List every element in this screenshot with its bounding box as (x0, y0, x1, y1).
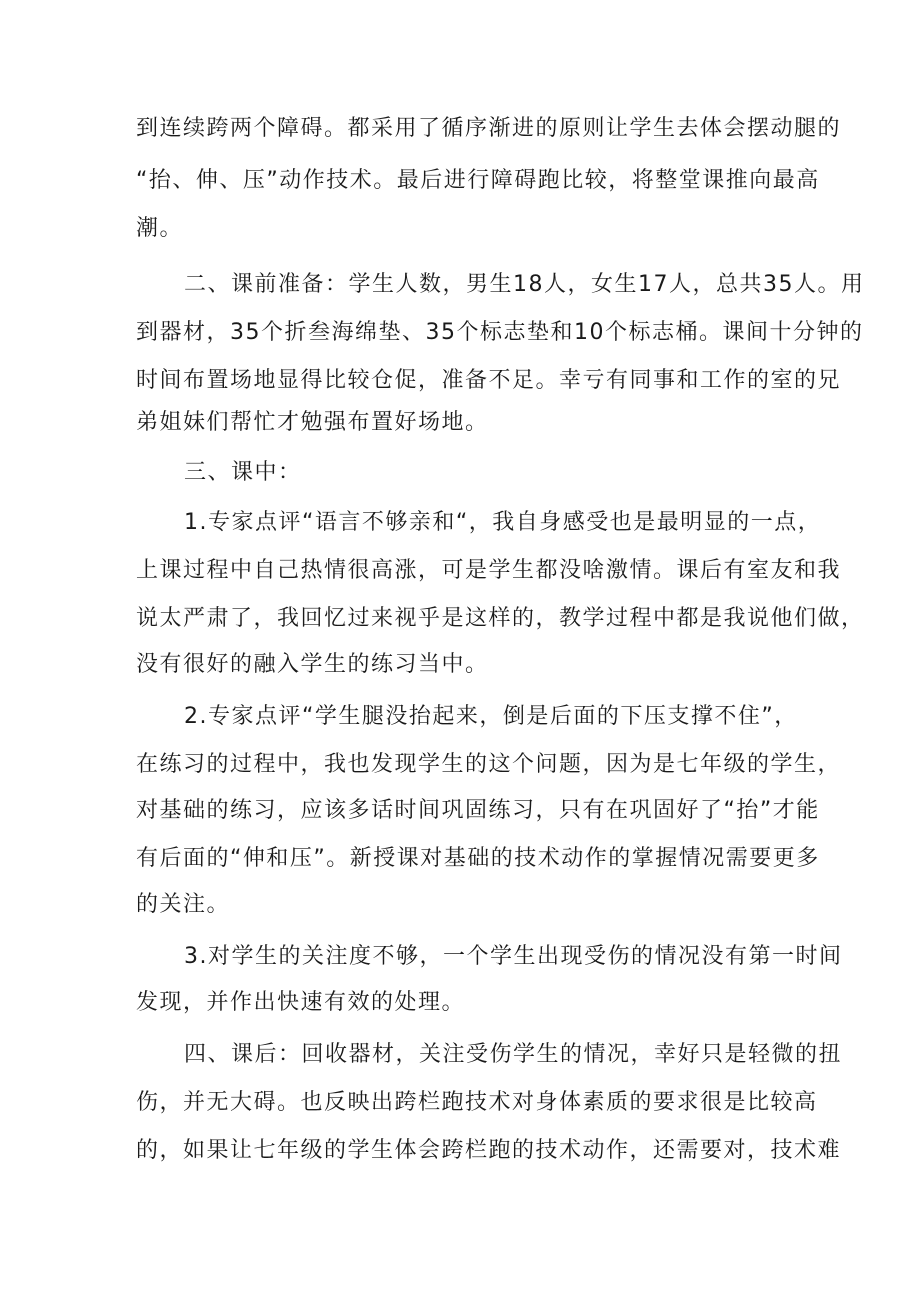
section-heading-prep: 二、课前准备：学生人数，男生18人，女生17人，总共35人。用 (184, 272, 865, 297)
text-line: 时间布置场地显得比较仓促，准备不足。幸亏有同事和工作的室的兄 (136, 368, 842, 393)
text-line: 到器材，35个折叁海绵垫、35个标志垫和10个标志桶。课间十分钟的 (136, 320, 864, 345)
text-line: “抬、伸、压”动作技术。最后进行障碍跑比较，将整堂课推向最高 (136, 168, 820, 193)
text-line: 的关注。 (136, 892, 231, 917)
text-line: 在练习的过程中，我也发现学生的这个问题，因为是七年级的学生， (136, 752, 842, 777)
text-line: 没有很好的融入学生的练习当中。 (136, 652, 489, 677)
list-item-2: 2.专家点评“学生腿没抬起来，倒是后面的下压支撑不住”， (184, 704, 798, 729)
text-line: 上课过程中自己热情很高涨，可是学生都没啥激情。课后有室友和我 (136, 558, 842, 583)
text-line: 发现，并作出快速有效的处理。 (136, 990, 466, 1015)
text-line: 伤，并无大碍。也反映出跨栏跑技术对身体素质的要求很是比较高 (136, 1090, 818, 1115)
text-line: 弟姐妹们帮忙才勉强布置好场地。 (136, 410, 489, 435)
text-line: 有后面的“伸和压”。新授课对基础的技术动作的掌握情况需要更多 (136, 846, 820, 871)
text-line: 潮。 (136, 216, 184, 241)
text-line: 到连续跨两个障碍。都采用了循序渐进的原则让学生去体会摆动腿的 (136, 116, 842, 141)
text-line: 对基础的练习，应该多话时间巩固练习，只有在巩固好了“抬”才能 (136, 798, 820, 823)
list-item-3: 3.对学生的关注度不够，一个学生出现受伤的情况没有第一时间 (184, 944, 843, 969)
text-line: 说太严肃了，我回忆过来视乎是这样的，教学过程中都是我说他们做， (136, 606, 865, 631)
text-line: 的，如果让七年级的学生体会跨栏跑的技术动作，还需要对，技术难 (136, 1138, 842, 1163)
section-heading-in-class: 三、课中： (184, 460, 302, 485)
list-item-1: 1.专家点评“语言不够亲和“，我自身感受也是最明显的一点， (184, 510, 822, 535)
section-heading-after-class: 四、课后：回收器材，关注受伤学生的情况，幸好只是轻微的扭 (184, 1042, 843, 1067)
